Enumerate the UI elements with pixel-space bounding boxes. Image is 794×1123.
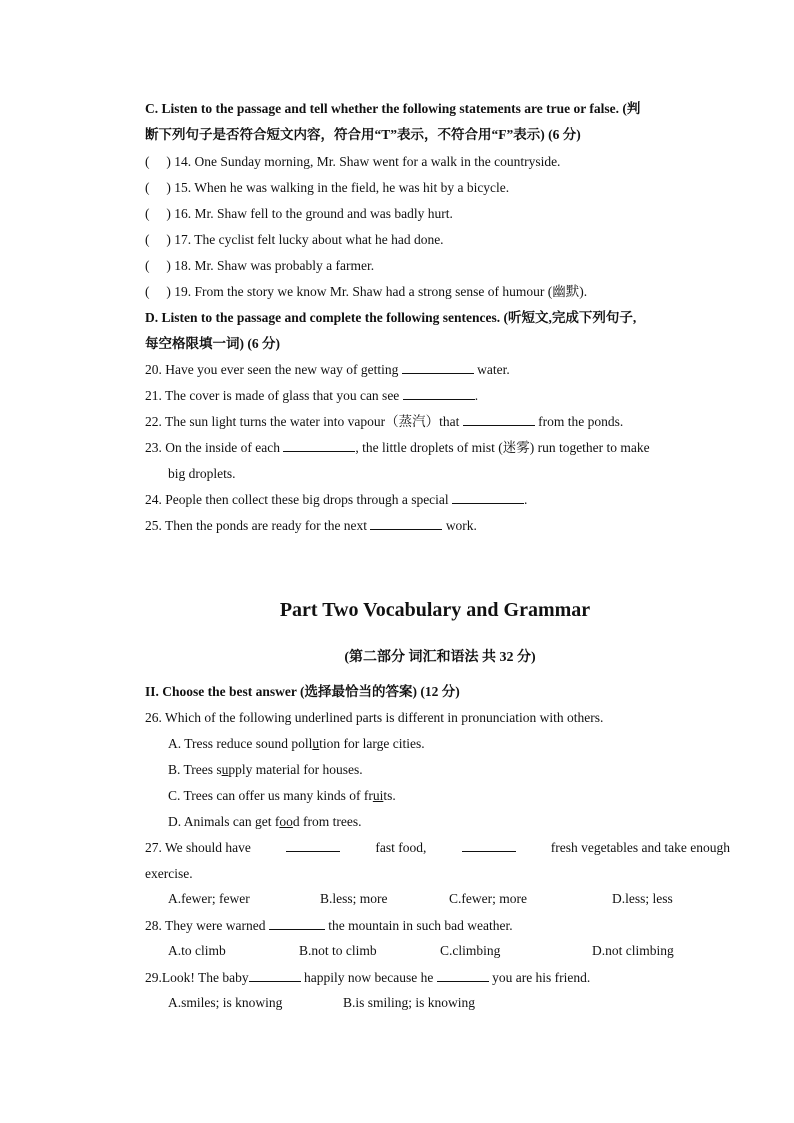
item-text: 20. Have you ever seen the new way of getting	[145, 362, 399, 377]
item-text: .	[474, 388, 479, 403]
question-28	[145, 917, 513, 935]
item-text: The cyclist felt lucky about what he had done.	[194, 232, 444, 247]
item-text: 27. We should have	[145, 840, 251, 855]
option-text: tion for large cities.	[319, 736, 425, 751]
question-29	[145, 969, 590, 987]
answer-blank[interactable]	[462, 839, 516, 852]
option-text: A. Tress reduce sound poll	[168, 736, 313, 751]
answer-blank[interactable]	[286, 839, 340, 852]
answer-blank[interactable]	[249, 969, 301, 982]
item-text: water.	[477, 362, 510, 377]
item-number: 19.	[174, 284, 192, 299]
fill-item-24	[145, 491, 527, 509]
item-text: , the little droplets of mist (迷雾) run together to make	[355, 440, 650, 455]
fill-item-23	[145, 439, 650, 457]
fill-item-21	[145, 387, 478, 405]
underlined-part: u	[221, 762, 229, 777]
item-text: 23. On the inside of each	[145, 440, 280, 455]
answer-blank[interactable]	[283, 439, 355, 452]
answer-paren[interactable]: ( )	[145, 154, 171, 169]
item-text: 22. The sun light turns the water into vapour（蒸汽）that	[145, 414, 460, 429]
fill-item-22	[145, 413, 623, 431]
option-28d[interactable]: D.not climbing	[592, 943, 674, 958]
answer-blank[interactable]	[403, 387, 475, 400]
option-26a[interactable]	[168, 735, 425, 753]
section-c-heading-line2: 断下列句子是否符合短文内容，符合用“T”表示，不符合用“F”表示) (6 分)	[145, 127, 581, 142]
item-text: from the ponds.	[538, 414, 624, 429]
option-26d[interactable]	[168, 813, 361, 831]
answer-paren[interactable]: ( )	[145, 180, 171, 195]
item-text: the mountain in such bad weather.	[328, 918, 513, 933]
item-number: 15.	[174, 180, 192, 195]
option-text: D. Animals can get f	[168, 814, 280, 829]
section-ii-heading: II. Choose the best answer (选择最恰当的答案) (12 分)	[145, 684, 460, 699]
part-two-title: Part Two Vocabulary and Grammar	[279, 599, 591, 621]
fill-item-23-continuation: big droplets.	[168, 466, 236, 481]
option-28c[interactable]: C.climbing	[440, 943, 501, 958]
tf-item-15	[145, 179, 509, 197]
answer-blank[interactable]	[370, 517, 442, 530]
option-29b[interactable]: B.is smiling; is knowing	[343, 995, 476, 1010]
tf-item-19	[145, 283, 587, 301]
underlined-part: oo	[279, 814, 293, 829]
part-two-subtitle: (第二部分 词汇和语法 共 32 分)	[344, 650, 536, 665]
question-26: 26. Which of the following underlined parts is different in pronunciation with others.	[145, 710, 604, 725]
item-text: Mr. Shaw was probably a farmer.	[194, 258, 375, 273]
option-27a[interactable]: A.fewer; fewer	[168, 891, 250, 906]
option-text: C. Trees can offer us many kinds of fr	[168, 788, 373, 803]
section-d-heading-line1: D. Listen to the passage and complete the following sentences. (听短文,完成下列句子,	[145, 310, 637, 325]
answer-blank[interactable]	[269, 917, 325, 930]
item-text: you are his friend.	[492, 970, 591, 985]
fill-item-20	[145, 361, 510, 379]
item-text: work.	[445, 518, 477, 533]
answer-paren[interactable]: ( )	[145, 232, 171, 247]
item-text: 25. Then the ponds are ready for the next	[145, 518, 368, 533]
item-text: When he was walking in the field, he was hit by a bicycle.	[194, 180, 510, 195]
item-text: .	[524, 492, 528, 507]
item-text: fresh vegetables and take enough	[550, 840, 730, 855]
item-number: 18.	[174, 258, 192, 273]
option-26b[interactable]	[168, 761, 363, 779]
underlined-part: u	[312, 736, 320, 751]
underlined-part: ui	[372, 788, 384, 803]
answer-blank[interactable]	[437, 969, 489, 982]
answer-paren[interactable]: ( )	[145, 284, 171, 299]
answer-blank[interactable]	[463, 413, 535, 426]
item-number: 16.	[174, 206, 192, 221]
item-number: 17.	[174, 232, 192, 247]
section-d-heading-line2: 每空格限填一词) (6 分)	[145, 336, 280, 351]
item-text: One Sunday morning, Mr. Shaw went for a walk in the countryside.	[194, 154, 561, 169]
option-29a[interactable]: A.smiles; is knowing	[168, 995, 283, 1010]
item-text: 29.Look! The baby	[145, 970, 249, 985]
tf-item-14	[145, 153, 560, 171]
option-27b[interactable]: B.less; more	[320, 891, 388, 906]
item-text: happily now because he	[303, 970, 434, 985]
tf-item-16	[145, 205, 453, 223]
option-28b[interactable]: B.not to climb	[299, 943, 377, 958]
option-text: ts.	[383, 788, 396, 803]
option-text: d from trees.	[292, 814, 362, 829]
option-27c[interactable]: C.fewer; more	[449, 891, 527, 906]
answer-blank[interactable]	[452, 491, 524, 504]
question-27-continuation: exercise.	[145, 866, 193, 881]
item-text: fast food,	[375, 840, 427, 855]
question-27	[145, 839, 730, 857]
item-text: 28. They were warned	[145, 918, 266, 933]
section-c-heading-line1: C. Listen to the passage and tell whether the following statements are true or false. (判	[145, 101, 641, 116]
tf-item-17	[145, 231, 444, 249]
answer-blank[interactable]	[402, 361, 474, 374]
answer-paren[interactable]: ( )	[145, 206, 171, 221]
answer-paren[interactable]: ( )	[145, 258, 171, 273]
option-text: pply material for houses.	[228, 762, 363, 777]
option-27d[interactable]: D.less; less	[612, 891, 673, 906]
item-text: From the story we know Mr. Shaw had a strong sense of humour (幽默).	[194, 284, 588, 299]
item-text: 24. People then collect these big drops through a special	[145, 492, 449, 507]
item-text: 21. The cover is made of glass that you can see	[145, 388, 400, 403]
option-text: B. Trees s	[168, 762, 222, 777]
fill-item-25	[145, 517, 477, 535]
item-text: Mr. Shaw fell to the ground and was badly hurt.	[194, 206, 453, 221]
option-28a[interactable]: A.to climb	[168, 943, 226, 958]
item-number: 14.	[174, 154, 192, 169]
tf-item-18	[145, 257, 374, 275]
option-26c[interactable]	[168, 787, 396, 805]
